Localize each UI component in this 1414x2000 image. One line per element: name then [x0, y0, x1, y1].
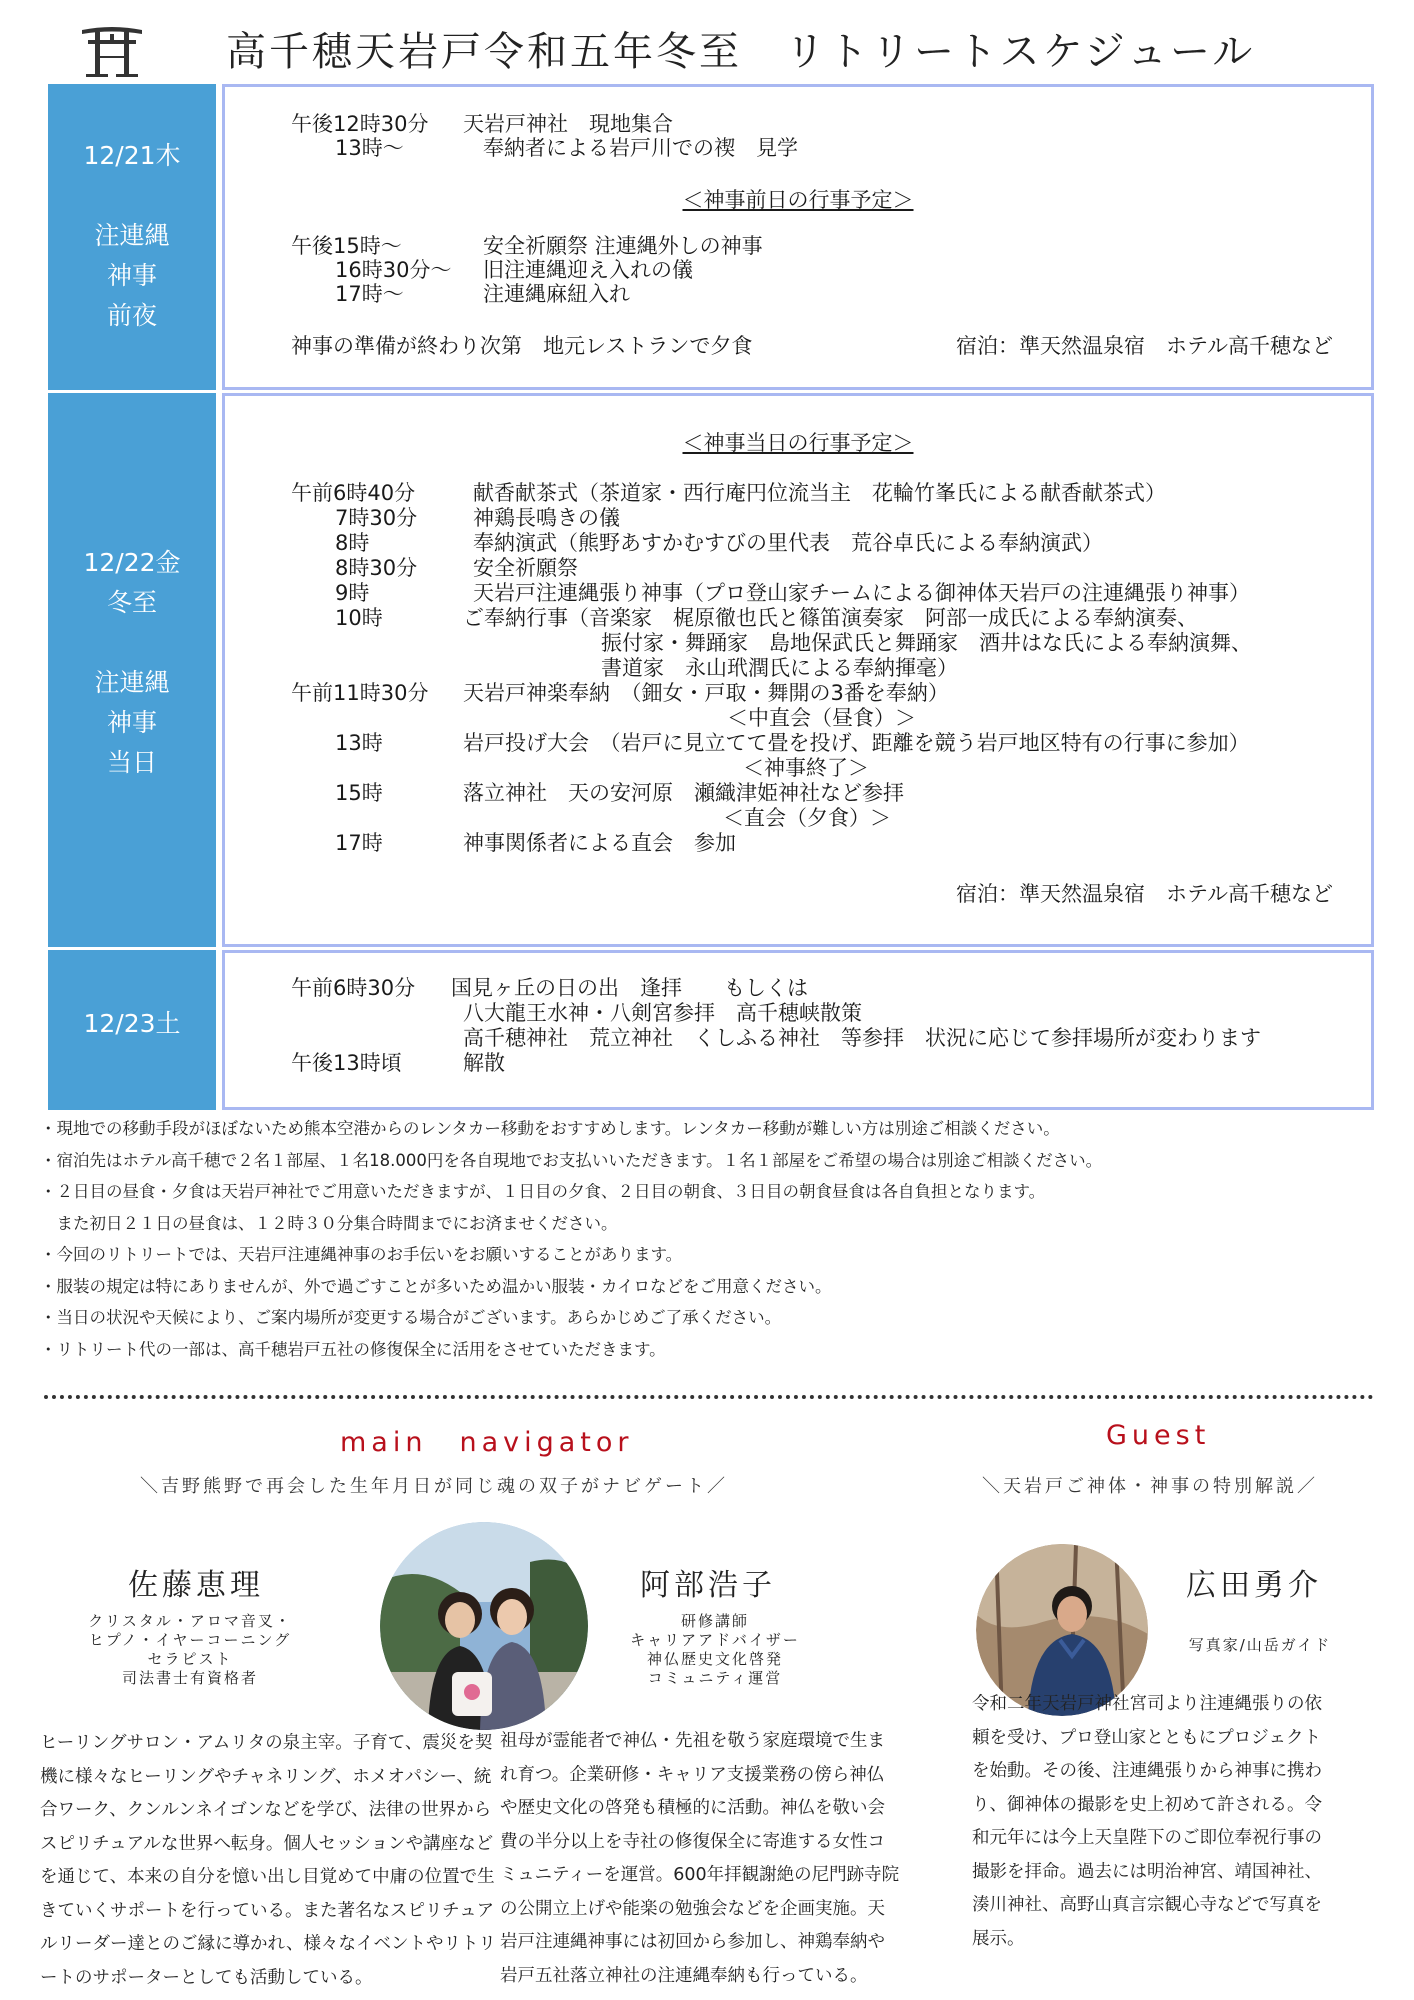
schedule-time: 午前6時30分 [291, 976, 416, 1000]
note-item: ・リトリート代の一部は、高千穂岩戸五社の修復保全に活用をさせていただきます。 [40, 1339, 666, 1359]
schedule-time: 17時 [335, 831, 383, 855]
person-title-abe: 研修講師 キャリアアドバイザー 神仏歴史文化啓発 コミュニティ運営 [630, 1612, 800, 1687]
schedule-event: 旧注連縄迎え入れの儀 [483, 258, 693, 282]
day-content [222, 393, 1374, 947]
torii-gate-logo [80, 22, 144, 78]
day-label-line: 当日 [106, 748, 157, 777]
meal-label: ＜中直会（昼食）＞ [727, 706, 916, 730]
note-item: また初日２１日の昼食は、１２時３０分集合時間までにお済ませください。 [40, 1213, 618, 1233]
schedule-event: ご奉納行事（音楽家 梶原徹也氏と篠笛演奏家 阿部一成氏による奉納演奏、 [463, 606, 1198, 630]
day-label-line: 注連縄 [94, 668, 170, 697]
note-item: ・２日目の昼食・夕食は天岩戸神社でご用意いただきますが、１日目の夕食、２日目の朝食、３日目の朝食昼食は各自負担となります。 [40, 1182, 1046, 1201]
day-block-1223 [48, 950, 1374, 1110]
schedule-time: 13時～ [335, 136, 404, 160]
guest-heading: Guest [1106, 1420, 1211, 1451]
person-name-hirota: 広田勇介 [1186, 1568, 1322, 1603]
person-title-sato: クリスタル・アロマ音叉・ ヒプノ・イヤーコーニング セラピスト 司法書士有資格者 [88, 1612, 292, 1687]
section-label: ＜神事当日の行事予定＞ [682, 431, 914, 455]
note-item: ・現地での移動手段がほぼないため熊本空港からのレンタカー移動をおすすめします。レンタカー移動が難しい方は別途ご相談ください。 [40, 1119, 1060, 1138]
lodging-info: 宿泊：準天然温泉宿 ホテル高千穂など [956, 334, 1333, 358]
schedule-time: 午前11時30分 [291, 681, 429, 705]
schedule-time: 9時 [335, 581, 370, 605]
day-label-line: 前夜 [106, 301, 157, 330]
schedule-event: 落立神社 天の安河原 瀬織津姫神社など参拝 [463, 781, 904, 805]
section-label: ＜神事前日の行事予定＞ [682, 188, 914, 212]
dotted-divider [44, 1395, 1374, 1399]
person-title-hirota: 写真家/山岳ガイド [1188, 1636, 1332, 1654]
navigator-subheading: ＼吉野熊野で再会した生年月日が同じ魂の双子がナビゲート／ [140, 1476, 728, 1497]
schedule-event: 天岩戸神社 現地集合 [463, 112, 673, 136]
schedule-event: 天岩戸注連縄張り神事（プロ登山家チームによる御神体天岩戸の注連縄張り神事） [473, 581, 1250, 605]
bio-hirota: 令和二年天岩戸神社宮司より注連縄張りの依 頼を受け、プロ登山家とともにプロジェクト を始動。その後、注連縄張りから神事に携わ り、御神体の撮影を史上初めて許される。令 和元年には今上天皇陛下のご即位奉祝行事の 撮影を拝命。過去には明治神宮、靖国神社、 湊川神社、高野山真言宗観心寺などで写真を 展示。 [972, 1694, 1322, 1949]
note-item: ・当日の状況や天候により、ご案内場所が変更する場合がございます。あらかじめご了承ください。 [40, 1308, 782, 1327]
day-block-1222 [48, 393, 1374, 947]
schedule-event: 振付家・舞踊家 島地保武氏と舞踊家 酒井はな氏による奉納演舞、 [601, 631, 1252, 655]
meal-label: ＜神事終了＞ [743, 756, 869, 780]
note-item: ・宿泊先はホテル高千穂で２名１部屋、１名18.000円を各自現地でお支払いいただきます。１名１部屋をご希望の場合は別途ご相談ください。 [40, 1150, 1103, 1170]
schedule-time: 13時 [335, 731, 383, 755]
schedule-event: 神事関係者による直会 参加 [463, 831, 736, 855]
schedule-time: 午後13時頃 [291, 1051, 402, 1075]
day-block-1221 [48, 84, 1374, 390]
schedule-event: 安全祈願祭 [473, 556, 578, 580]
day-date: 12/22金 [83, 548, 181, 577]
schedule-time: 8時 [335, 531, 370, 555]
schedule-event: 安全祈願祭 注連縄外しの神事 [483, 234, 763, 258]
person-name-abe: 阿部浩子 [640, 1568, 776, 1603]
guest-subheading: ＼天岩戸ご神体・神事の特別解説／ [982, 1476, 1318, 1497]
schedule-time: 7時30分 [335, 506, 418, 530]
bio-sato: ヒーリングサロン・アムリタの泉主宰。子育て、震災を契 機に様々なヒーリングやチャネリング、ホメオパシー、統 合ワーク、クンルンネイゴンなどを学び、法律の世界から スピリチュアルな世界へ転身。個人セッションや講座など を通じて、本来の自分を憶い出し目覚めて中庸の位置で生 きていくサポートを行っている。また著名なスピリチュア ルリーダー達とのご縁に導かれ、様々なイベントやリトリ ートのサポーターとしても活動している。 [40, 1733, 497, 1988]
navigator-photo [380, 1522, 588, 1730]
schedule-time: 15時 [335, 781, 383, 805]
schedule-time: 8時30分 [335, 556, 418, 580]
day-label-line: 冬至 [106, 588, 157, 617]
schedule-time: 午前6時40分 [291, 481, 416, 505]
page-title: 高千穂天岩戸令和五年冬至 リトリートスケジュール [226, 29, 1256, 75]
day-date: 12/21木 [83, 141, 181, 170]
day-label-line: 神事 [106, 708, 157, 737]
notes-list [40, 1113, 1380, 1365]
schedule-event: 献香献茶式（茶道家・西行庵円位流当主 花輪竹峯氏による献香献茶式） [473, 481, 1166, 505]
note-item: ・今回のリトリートでは、天岩戸注連縄神事のお手伝いをお願いすることがあります。 [40, 1245, 683, 1264]
schedule-event: 天岩戸神楽奉納 （鈿女・戸取・舞開の3番を奉納） [463, 681, 949, 705]
day-content [222, 950, 1374, 1110]
note-item: ・服装の規定は特にありませんが、外で過ごすことが多いため温かい服装・カイロなどをご用意ください。 [40, 1276, 832, 1296]
schedule-time: 午後12時30分 [291, 112, 429, 136]
schedule-event: 奉納演武（熊野あすかむすびの里代表 荒谷卓氏による奉納演武） [473, 531, 1103, 555]
schedule-event: 神鶏長鳴きの儀 [473, 506, 620, 530]
schedule-event: 注連縄麻紐入れ [483, 282, 630, 306]
schedule-time: 17時～ [335, 282, 404, 306]
schedule-event: 八大龍王水神・八剣宮参拝 高千穂峡散策 [463, 1001, 862, 1025]
day-label [48, 84, 216, 390]
navigator-heading: main navigator [340, 1427, 634, 1458]
schedule-event: 神事の準備が終わり次第 地元レストランで夕食 [291, 334, 753, 358]
meal-label: ＜直会（夕食）＞ [723, 806, 891, 830]
schedule-event: 解散 [463, 1051, 505, 1075]
lodging-info: 宿泊：準天然温泉宿 ホテル高千穂など [956, 882, 1333, 906]
schedule-event: 書道家 永山玳潤氏による奉納揮毫） [601, 656, 958, 680]
schedule-table [48, 84, 1374, 1110]
day-label-line: 注連縄 [94, 221, 170, 250]
day-content [222, 84, 1374, 390]
schedule-event: 岩戸投げ大会 （岩戸に見立てて畳を投げ、距離を競う岩戸地区特有の行事に参加） [463, 731, 1250, 755]
schedule-time: 10時 [335, 606, 383, 630]
day-label [48, 393, 216, 947]
schedule-time: 午後15時～ [291, 234, 402, 258]
schedule-time: 16時30分～ [335, 258, 452, 282]
schedule-event: 高千穂神社 荒立神社 くしふる神社 等参拝 状況に応じて参拝場所が変わります [463, 1026, 1261, 1050]
schedule-event: 奉納者による岩戸川での禊 見学 [483, 136, 798, 160]
page-header [0, 0, 1414, 84]
person-name-sato: 佐藤恵理 [128, 1568, 264, 1603]
schedule-event: 国見ヶ丘の日の出 逢拝 もしくは [451, 976, 808, 1000]
day-label-line: 神事 [106, 261, 157, 290]
bio-abe: 祖母が霊能者で神仏・先祖を敬う家庭環境で生ま れ育つ。企業研修・キャリア支援業務の傍ら神仏 や歴史文化の啓発も積極的に活動。神仏を敬い会 費の半分以上を寺社の修復保全に寄進する女性コ ミュニティーを運営。600年拝観謝絶の尼門跡寺院 の公開立上げや能楽の勉強会などを企画実施。天 岩戸注連縄神事には初回から参加し、神鶏奉納や 岩戸五社落立神社の注連縄奉納も行っている。 [500, 1731, 900, 1986]
day-date: 12/23土 [83, 1009, 181, 1038]
day-label [48, 950, 216, 1110]
